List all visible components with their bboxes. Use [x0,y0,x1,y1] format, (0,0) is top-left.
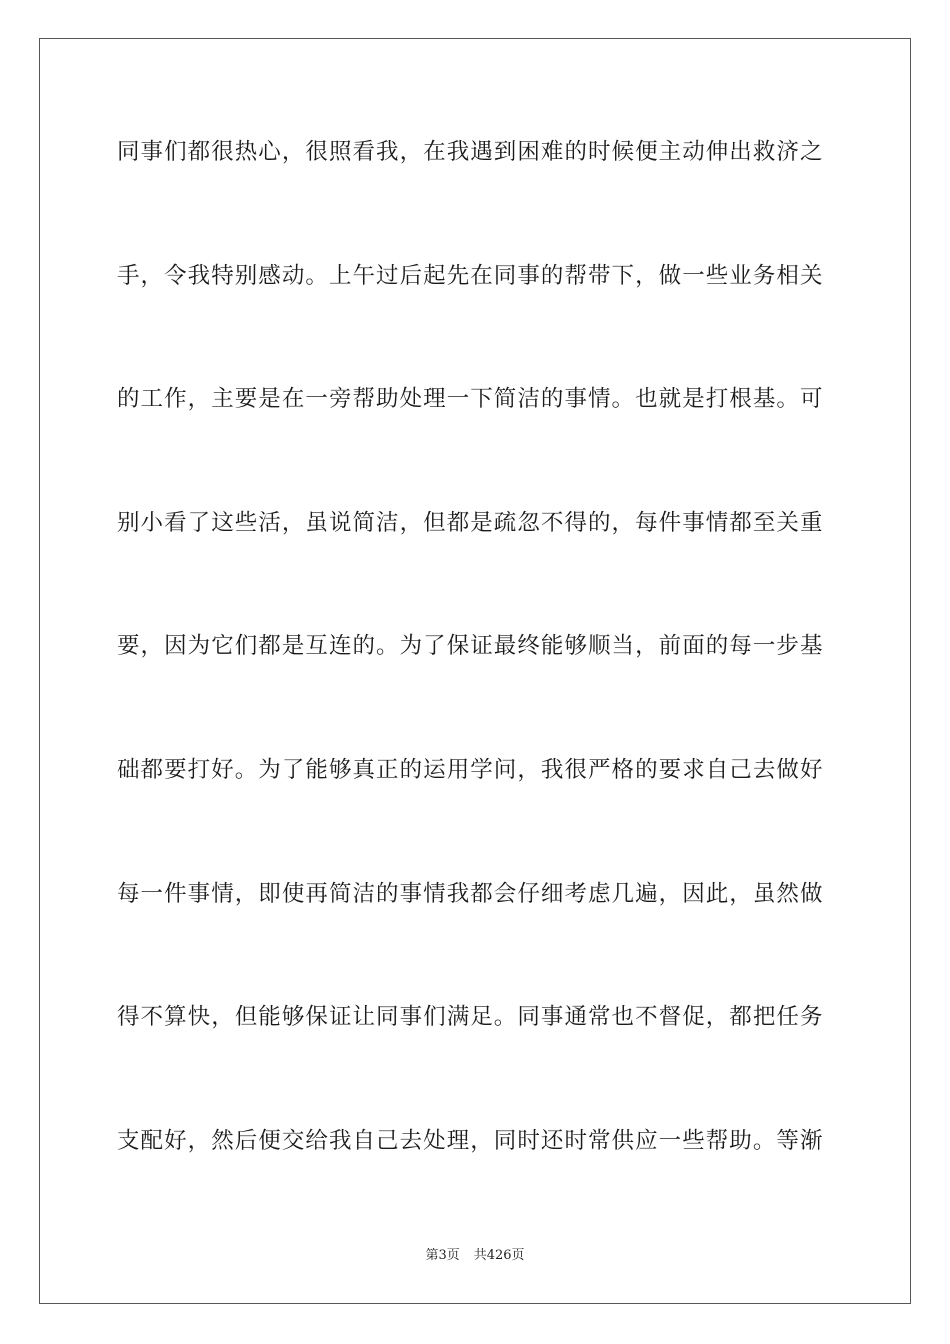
text-line: 得不算快，但能够保证让同事们满足。同事通常也不督促，都把任务 [117,1004,824,1031]
page-footer [0,1246,950,1266]
total-pages: 共426页 [473,1248,525,1263]
page-number: 第3页 [425,1248,460,1263]
text-line: 每一件事情，即使再简洁的事情我都会仔细考虑几遍，因此，虽然做 [117,880,824,907]
text-line: 别小看了这些活，虽说简洁，但都是疏忽不得的，每件事情都至关重 [117,509,824,536]
text-line: 要，因为它们都是互连的。为了保证最终能够顺当，前面的每一步基 [117,633,824,660]
body-text [117,128,833,1240]
text-line: 的工作，主要是在一旁帮助处理一下简洁的事情。也就是打根基。可 [117,386,824,413]
text-line: 支配好，然后便交给我自己去处理，同时还时常供应一些帮助。等渐 [117,1127,824,1154]
text-line: 同事们都很热心，很照看我，在我遇到困难的时候便主动伸出救济之 [117,139,824,165]
text-line: 础都要打好。为了能够真正的运用学问，我很严格的要求自己去做好 [117,756,824,783]
text-line: 手，令我特别感动。上午过后起先在同事的帮带下，做一些业务相关 [117,262,824,289]
